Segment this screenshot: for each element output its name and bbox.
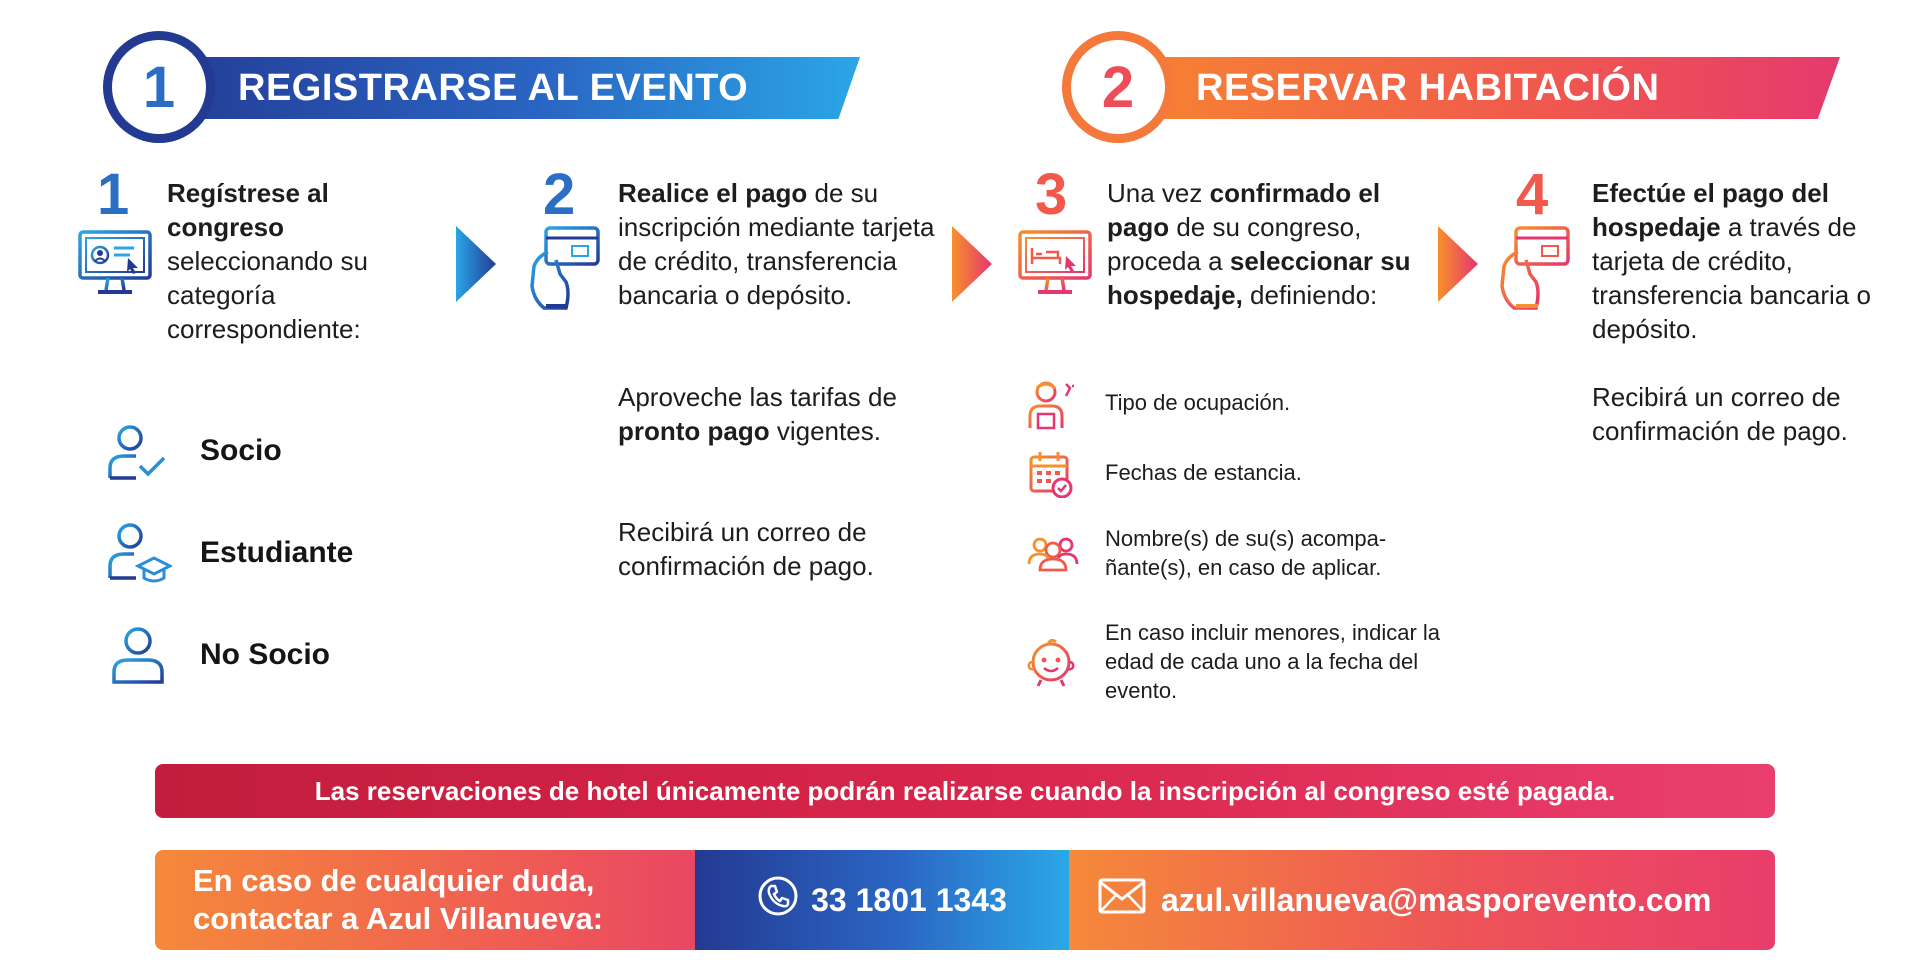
step2-p2-post: vigentes.	[769, 416, 881, 446]
section2-number-circle	[1062, 31, 1174, 143]
hand-card-icon	[1496, 222, 1572, 317]
user-check-icon	[106, 424, 168, 487]
user-graduate-icon	[106, 522, 172, 591]
step3-t1: Una vez	[1107, 178, 1210, 208]
step4-bold-text: Efectúe el pago del hospedaje	[1592, 178, 1829, 242]
section2-title: RESERVAR HABITACIÓN	[1196, 67, 1660, 109]
phone-icon	[757, 875, 799, 925]
step1-bold-text: Regístrese al congreso	[167, 178, 329, 242]
step3-t5: definiendo:	[1242, 280, 1378, 310]
section1-number-circle	[103, 31, 215, 143]
hotel-notice-text: Las reservaciones de hotel únicamente podrán realizarse cuando la inscripción al congreso esté pagada.	[314, 775, 1616, 806]
step3-item-occupancy: Tipo de ocupación.	[1105, 390, 1291, 415]
contact-phone-button[interactable]	[695, 850, 1069, 950]
step3-t4: seleccionar su hospedaje,	[1107, 246, 1411, 310]
step3-number: 3	[1035, 162, 1068, 227]
step2-paragraph2	[618, 380, 918, 448]
step2-p2-pre: Aproveche las tarifas de	[618, 382, 897, 412]
category-socio: Socio	[200, 434, 282, 467]
contact-email-address: azul.villanueva@masporevento.com	[1161, 881, 1712, 918]
calendar-check-icon	[1028, 450, 1074, 503]
hotel-notice-bar	[155, 764, 1775, 818]
envelope-icon	[1097, 877, 1147, 923]
step4-number: 4	[1516, 162, 1549, 227]
contact-prompt	[155, 850, 695, 950]
step2-paragraph1	[618, 176, 938, 312]
section1-number: 1	[142, 54, 176, 120]
step1-rest-text: seleccionando su categoría correspondiente:	[167, 246, 368, 344]
step3-t2: confirmado el pago	[1107, 178, 1381, 242]
step2-rest-text: de su inscripción mediante tarjeta de crédito, transferencia bancaria o depósito.	[618, 178, 935, 310]
step1-number: 1	[97, 162, 130, 227]
step3-text	[1107, 176, 1427, 312]
step3-item-dates: Fechas de estancia.	[1105, 460, 1302, 485]
step3-t3: de su congreso, proceda a	[1107, 212, 1362, 276]
step2-p2-bold: pronto pago	[618, 416, 770, 446]
child-icon	[1026, 636, 1076, 693]
monitor-bed-icon	[1016, 228, 1094, 305]
monitor-user-icon	[76, 228, 154, 305]
arrow-right-icon	[1438, 226, 1478, 307]
section2-number: 2	[1101, 54, 1135, 120]
contact-bar	[155, 850, 1775, 950]
arrow-right-icon	[456, 226, 496, 307]
category-estudiante: Estudiante	[200, 536, 354, 569]
step3-item-companions: Nombre(s) de su(s) acompa-ñante(s), en caso de aplicar.	[1105, 526, 1387, 580]
contact-email-link[interactable]	[1069, 850, 1775, 950]
hand-card-icon	[526, 222, 602, 317]
arrow-right-icon	[952, 226, 992, 307]
step2-paragraph3: Recibirá un correo de confirmación de pago.	[618, 517, 874, 581]
step1-text	[167, 176, 422, 346]
user-icon	[110, 626, 166, 691]
step2-number: 2	[543, 162, 576, 227]
group-icon	[1026, 536, 1080, 577]
section1-title: REGISTRARSE AL EVENTO	[238, 67, 749, 109]
step2-bold-text: Realice el pago	[618, 178, 808, 208]
contact-prompt-line2: contactar a Azul Villanueva:	[193, 901, 604, 936]
step4-rest-text: a través de tarjeta de crédito, transferencia bancaria o depósito.	[1592, 212, 1871, 344]
step4-paragraph1	[1592, 176, 1912, 346]
contact-prompt-line1: En caso de cualquier duda,	[193, 863, 595, 898]
step3-item-minors: En caso incluir menores, indicar la edad de cada uno a la fecha del evento.	[1105, 620, 1441, 703]
category-no-socio: No Socio	[200, 638, 331, 671]
step4-paragraph2: Recibirá un correo de confirmación de pago.	[1592, 382, 1848, 446]
receptionist-icon	[1026, 378, 1076, 435]
contact-phone-number: 33 1801 1343	[811, 881, 1007, 918]
